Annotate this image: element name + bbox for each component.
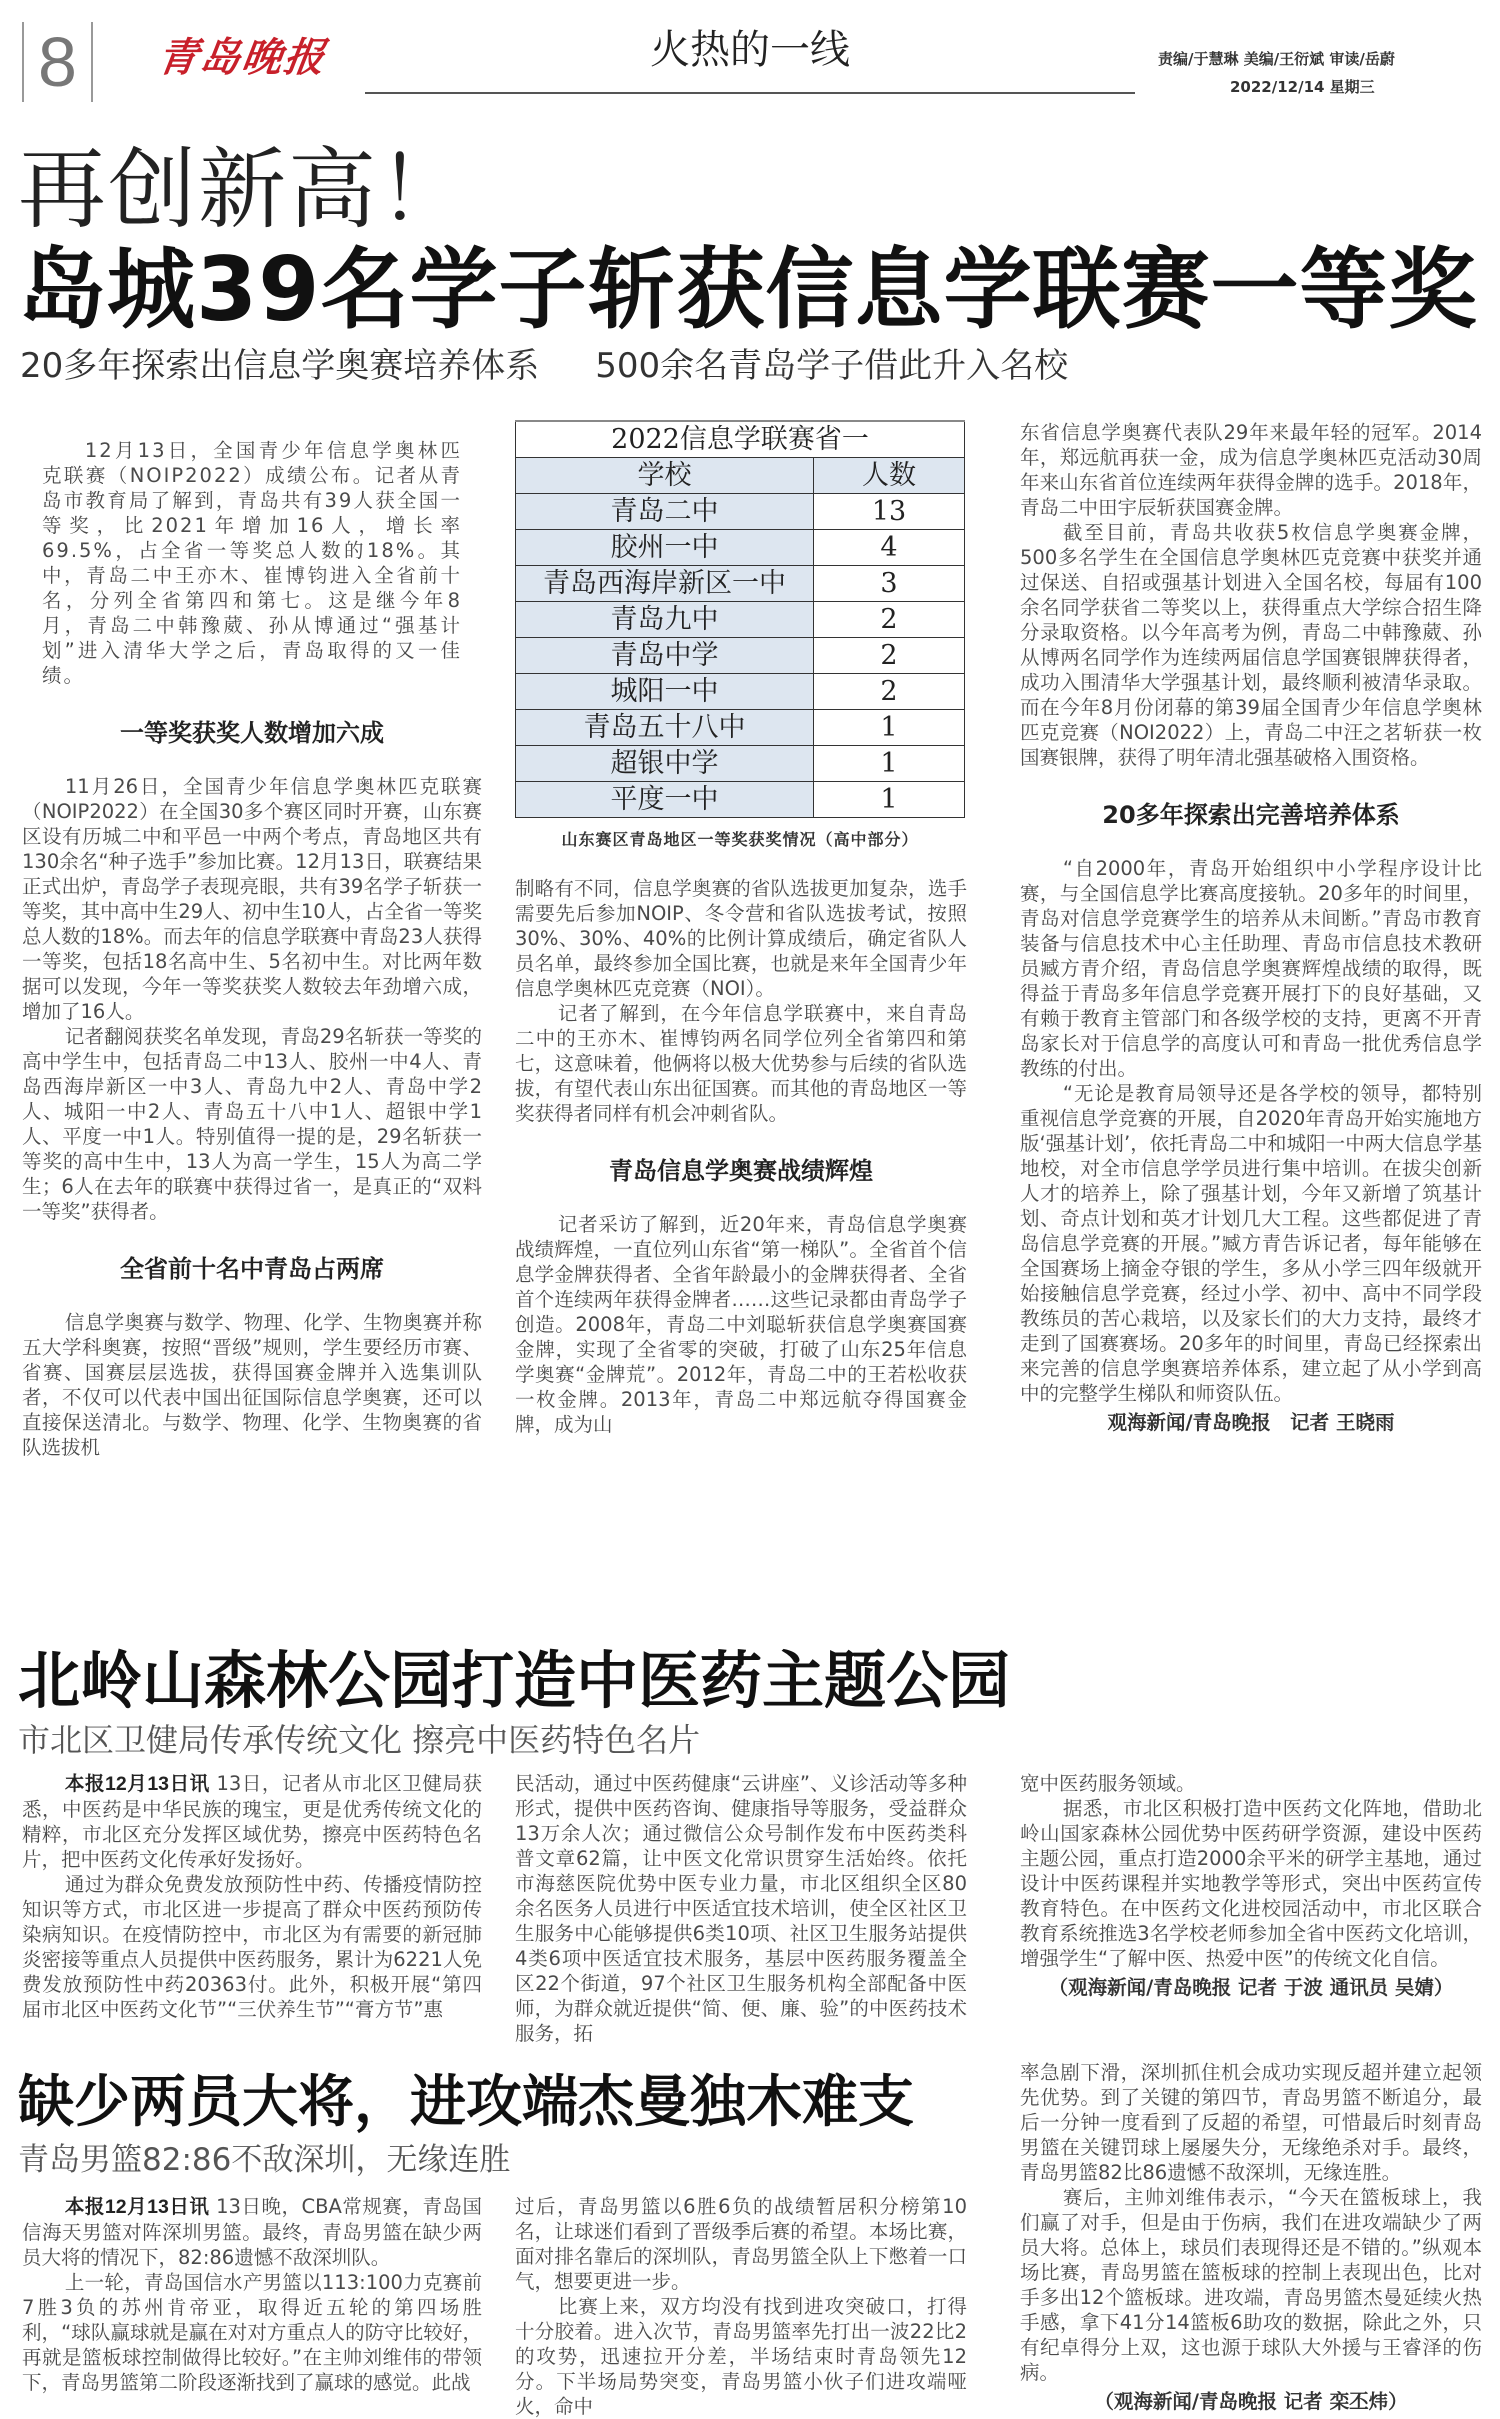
paragraph: 制略有不同，信息学奥赛的省队选拔更加复杂，选手需要先后参加NOIP、冬令营和省队选拔考试，按照30%、30%、40%的比例计算成绩后，确定省队人员名单，最终参加全国比赛，也就是来年全国青少年信息学奥林匹克竞赛（NOI）。 (515, 877, 967, 1000)
table-row (516, 710, 965, 746)
table-row (516, 566, 965, 602)
school-name: 城阳一中 (516, 674, 814, 710)
article2-subheadline: 市北区卫健局传承传统文化 擦亮中医药特色名片 (18, 1721, 701, 1759)
table-row (516, 530, 965, 566)
article2-body (0, 1771, 1500, 2046)
article1-column-3 (1020, 420, 1482, 1435)
article1-column-1 (22, 438, 482, 1460)
article1-column-2-wrapper (515, 420, 967, 1437)
winner-count: 2 (814, 674, 965, 710)
article2-column-2 (515, 1771, 967, 2046)
paragraph: 记者翻阅获奖名单发现，青岛29名斩获一等奖的高中学生中，包括青岛二中13人、胶州一中4人、青岛西海岸新区一中3人、青岛九中2人、青岛中学2人、城阳一中2人、青岛五十八中1人、超银中学1人、平度一中1人。特别值得一提的是，29名斩获一等奖的高中生中，13人为高一学生，15人为高二学生；6人在去年的联赛中获得过省一，是真正的“双料一等奖”获得者。 (22, 1025, 482, 1223)
article2-headline: 北岭山森林公园打造中医药主题公园 (18, 1644, 1011, 1717)
paragraph: 赛后，主帅刘维伟表示，“今天在篮板球上，我们赢了对手，但是由于伤病，我们在进攻端缺少了两员大将。总体上，球员们表现得还是不错的。”纵观本场比赛，青岛男篮在篮板球的控制上表现出色，比对手多出12个篮板球。进攻端，青岛男篮杰曼延续火热手感，拿下41分14篮板6助攻的数据，除此之外，只有纪卓得分上双，这也源于球队大外援与王睿泽的伤病。 (1020, 2186, 1482, 2384)
article3-main (0, 2070, 967, 2419)
table-caption: 山东赛区青岛地区一等奖获奖情况（高中部分） (561, 830, 919, 849)
page-number: 8 (22, 22, 93, 102)
lead-paragraph: 12月13日，全国青少年信息学奥林匹克联赛（NOIP2022）成绩公布。记者从青岛市教育局了解到，青岛共有39人获全国一等奖，比2021年增加16人，增长率69.5%，占全省一等奖总人数的18%。其中，青岛二中王亦木、崔博钧进入全省前十名，分列全省第四和第七。这是继今年8月，青岛二中韩豫葳、孙从博通过“强基计划”进入清华大学之后，青岛取得的又一佳绩。 (42, 439, 462, 687)
table-row (516, 638, 965, 674)
paragraph: 过后，青岛男篮以6胜6负的战绩暂居积分榜第10名，让球迷们看到了晋级季后赛的希望。本场比赛，面对排名靠后的深圳队，青岛男篮全队上下憋着一口气，想要更进一步。 (515, 2195, 967, 2293)
winner-count: 2 (814, 638, 965, 674)
article3-headline: 缺少两员大将，进攻端杰曼独木难支 (18, 2070, 914, 2135)
school-name: 青岛五十八中 (516, 710, 814, 746)
winner-count: 2 (814, 602, 965, 638)
article2-header (0, 1645, 1500, 1759)
winner-count: 4 (814, 530, 965, 566)
issue-date: 2022/12/14 星期三 (1230, 78, 1375, 96)
table-title: 2022信息学联赛省一 (516, 421, 965, 458)
paragraph: 民活动，通过中医药健康“云讲座”、义诊活动等多种形式，提供中医药咨询、健康指导等服务，受益群众13万余人次；通过微信公众号制作发布中医药类科普文章62篇，让中医文化常识贯穿生活始终。依托市海慈医院优势中医专业力量，市北区组织全区80余名医务人员进行中医适宜技术培训，使全区社区卫生服务中心能够提供6类10项、社区卫生服务站提供4类6项中医适宜技术服务，基层中医药服务覆盖全区22个街道，97个社区卫生服务机构全部配备中医师，为群众就近提供“简、便、廉、验”的中医药技术服务，拓 (515, 1772, 967, 2045)
table-header-school: 学校 (516, 458, 814, 494)
school-name: 青岛九中 (516, 602, 814, 638)
article1-headline: 岛城39名学子斩获信息学联赛一等奖 (18, 238, 1478, 341)
article1-header (0, 130, 1500, 420)
byline: 观海新闻/青岛晚报 记者 王晓雨 (1107, 1411, 1395, 1434)
section-heading: 全省前十名中青岛占两席 (120, 1255, 384, 1283)
school-name: 平度一中 (516, 782, 814, 818)
paragraph (22, 1771, 482, 1872)
winner-count: 1 (814, 782, 965, 818)
table-row (516, 782, 965, 818)
paragraph: 比赛上来，双方均没有找到进攻突破口，打得十分胶着。进入次节，青岛男篮率先打出一波22比2的攻势，迅速拉开分差，半场结束时青岛领先12分。下半场局势突变，青岛男篮小伙子们进攻端哑火，命中 (515, 2295, 967, 2418)
winner-count: 1 (814, 710, 965, 746)
article3-body (0, 2194, 967, 2419)
school-name: 胶州一中 (516, 530, 814, 566)
dateline: 本报12月13日讯 (64, 1773, 210, 1795)
paragraph: 截至目前，青岛共收获5枚信息学奥赛金牌，500多名学生在全国信息学奥林匹克竞赛中获奖并通过保送、自招或强基计划进入全国名校，每届有100余名同学获省二等奖以上，获得重点大学综合招生降分录取资格。以今年高考为例，青岛二中韩豫葳、孙从博两名同学作为连续两届信息学国赛银牌获得者，成功入围清华大学强基计划，最终顺利被清华录取。而在今年8月份闭幕的第39届全国青少年信息学奥林匹克竞赛（NOI2022）上，青岛二中汪之茗斩获一枚国赛银牌，获得了明年清北强基破格入围资格。 (1020, 521, 1482, 769)
article1-subhead-2: 500余名青岛学子借此升入名校 (595, 346, 1069, 386)
paragraph: “自2000年，青岛开始组织中小学程序设计比赛，与全国信息学比赛高度接轨。20多年的时间里，青岛对信息学竞赛学生的培养从未间断。”青岛市教育装备与信息技术中心主任助理、青岛市信息技术教研员臧方青介绍，青岛信息学奥赛辉煌战绩的取得，既得益于青岛多年信息学竞赛开展打下的良好基础，又有赖于教育主管部门和各级学校的支持，更离不开青岛家长对于信息学的高度认可和青岛一批优秀信息学教练的付出。 (1020, 857, 1482, 1080)
winner-count: 3 (814, 566, 965, 602)
article1-body (0, 420, 1500, 1460)
article3-column-3 (1020, 2060, 1482, 2414)
school-name: 青岛西海岸新区一中 (516, 566, 814, 602)
article3-subheadline: 青岛男篮82:86不敌深圳，无缘连胜 (18, 2142, 511, 2178)
winner-count: 13 (814, 494, 965, 530)
table-row (516, 494, 965, 530)
section-heading: 青岛信息学奥赛战绩辉煌 (609, 1157, 873, 1185)
article1 (0, 130, 1500, 1625)
paragraph-text: 13日晚，CBA常规赛，青岛国信海天男篮对阵深圳男篮。最终，青岛男篮在缺少两员大将的情况下，82:86遗憾不敌深圳队。 (22, 2195, 482, 2269)
paragraph: 11月26日，全国青少年信息学奥林匹克联赛（NOIP2022）在全国30多个赛区同时开赛，山东赛区设有历城二中和平邑一中两个考点，青岛地区共有130余名“种子选手”参加比赛。12月13日，联赛结果正式出炉，青岛学子表现亮眼，共有39名学子斩获一等奖，其中高中生29人、初中生10人，占全省一等奖总人数的18%。而去年的信息学联赛中青岛23人获得一等奖，包括18名高中生、5名初中生。对比两年数据可以发现，今年一等奖获奖人数较去年劲增六成，增加了16人。 (22, 775, 482, 1023)
article1-kicker: 再创新高！ (18, 138, 469, 241)
table-header-count: 人数 (814, 458, 965, 494)
article3 (0, 2061, 1500, 2419)
school-name: 超银中学 (516, 746, 814, 782)
article2-column-1 (22, 1771, 482, 2022)
paragraph: 东省信息学奥赛代表队29年来最年轻的冠军。2014年，郑远航再获一金，成为信息学奥林匹克活动30周年来山东省首位连续两年获得金牌的选手。2018年，青岛二中田宇辰斩获国赛金牌。 (1020, 421, 1482, 519)
paragraph: “无论是教育局领导还是各学校的领导，都特别重视信息学竞赛的开展，自2020年青岛开始实施地方版‘强基计划’，依托青岛二中和城阳一中两大信息学基地校，对全市信息学学员进行集中培训。在拔尖创新人才的培养上，除了强基计划，今年又新增了筑基计划、奇点计划和英才计划几大工程。这些都促进了青岛信息学竞赛的开展。”臧方青告诉记者，每年能够在全国赛场上摘金夺银的学生，多从小学三四年级就开始接触信息学竞赛，经过小学、初中、高中不同学段教练员的苦心栽培，以及家长们的大力支持，最终才走到了国赛赛场。20多年的时间里，青岛已经探索出来完善的信息学奥赛培养体系，建立起了从小学到高中的完整学生梯队和师资队伍。 (1020, 1082, 1482, 1405)
byline: （观海新闻/青岛晚报 记者 于波 通讯员 吴婧） (1048, 1976, 1454, 1999)
paragraph: 上一轮，青岛国信水产男篮以113:100力克赛前7胜3负的苏州肯帝亚，取得近五轮的第四场胜利，“球队赢球就是赢在对对方重点人的防守比较好，再就是篮板球控制做得比较好。”在主帅刘维伟的带领下，青岛男篮第二阶段逐渐找到了赢球的感觉。此战 (22, 2271, 482, 2394)
newspaper-logo: 青岛晚报 (154, 34, 330, 81)
article3-column-2 (515, 2194, 967, 2419)
section-heading: 20多年探索出完善培养体系 (1102, 801, 1400, 829)
paragraph: 通过为群众免费发放预防性中药、传播疫情防控知识等方式，市北区进一步提高了群众中医药预防传染病知识。在疫情防控中，市北区为有需要的新冠肺炎密接等重点人员提供中医药服务，累计为6221人免费发放预防性中药20363付。此外，积极开展“第四届市北区中医药文化节”“三伏养生节”“膏方节”惠 (22, 1873, 482, 2021)
table-row (516, 746, 965, 782)
article2-column-3 (1020, 1771, 1482, 2000)
school-name: 青岛二中 (516, 494, 814, 530)
article1-subheadline (20, 346, 1500, 386)
winner-count: 1 (814, 746, 965, 782)
masthead (0, 0, 1500, 130)
table-row (516, 602, 965, 638)
section-title: 火热的一线 (650, 27, 850, 73)
section-heading: 一等奖获奖人数增加六成 (120, 719, 384, 747)
paragraph: 率急剧下滑，深圳抓住机会成功实现反超并建立起领先优势。到了关键的第四节，青岛男篮不断追分，最后一分钟一度看到了反超的希望，可惜最后时刻青岛男篮在关键罚球上屡屡失分，无缘绝杀对手。最终，青岛男篮82比86遗憾不敌深圳，无缘连胜。 (1020, 2061, 1482, 2184)
editor-credits: 责编/于慧琳 美编/王衍斌 审读/岳蔚 (1158, 50, 1395, 68)
article1-column-2 (515, 876, 967, 1437)
paragraph-text: 13日，记者从市北区卫健局获悉，中医药是中华民族的瑰宝，更是优秀传统文化的精粹，市北区充分发挥区域优势，擦亮中医药特色名片，把中医药文化传承好发扬好。 (22, 1772, 482, 1871)
article3-column-1 (22, 2194, 482, 2395)
paragraph: 记者采访了解到，近20年来，青岛信息学奥赛战绩辉煌，一直位列山东省“第一梯队”。全省首个信息学金牌获得者、全省年龄最小的金牌获得者、全省首个连续两年获得金牌者……这些记录都由青岛学子创造。2008年，青岛二中刘聪斩获信息学奥赛国赛金牌，实现了全省零的突破，打破了山东25年信息学奥赛“金牌荒”。2012年，青岛二中的王若松收获一枚金牌。2013年，青岛二中郑远航夺得国赛金牌，成为山 (515, 1213, 967, 1436)
article3-side (1020, 2060, 1482, 2419)
article1-subhead-1: 20多年探索出信息学奥赛培养体系 (20, 346, 540, 386)
article3-header (0, 2070, 967, 2178)
table-row (516, 674, 965, 710)
paragraph (22, 2194, 482, 2270)
paragraph: 记者了解到，在今年信息学联赛中，来自青岛二中的王亦木、崔博钧两名同学位列全省第四和第七，这意味着，他俩将以极大优势参与后续的省队选拔，有望代表山东出征国赛。而其他的青岛地区一等奖获得者同样有机会冲刺省队。 (515, 1002, 967, 1125)
article2 (0, 1645, 1500, 2070)
paragraph: 信息学奥赛与数学、物理、化学、生物奥赛并称五大学科奥赛，按照“晋级”规则，学生要经历市赛、省赛、国赛层层选拔，获得国赛金牌并入选集训队者，不仅可以代表中国出征国际信息学奥赛，还可以直接保送清北。与数学、物理、化学、生物奥赛的省队选拔机 (22, 1311, 482, 1459)
awards-table (515, 420, 965, 818)
dateline: 本报12月13日讯 (64, 2196, 210, 2218)
paragraph: 宽中医药服务领域。 (1020, 1772, 1196, 1795)
paragraph: 据悉，市北区积极打造中医药文化阵地，借助北岭山国家森林公园优势中医药研学资源，建设中医药主题公园，重点打造2000余平米的研学主基地，通过设计中医药课程并实地教学等形式，突出中医药宣传教育特色。在中医药文化进校园活动中，市北区联合教育系统推选3名学校老师参加全省中医药文化培训，增强学生“了解中医、热爱中医”的传统文化自信。 (1020, 1797, 1482, 1970)
byline: （观海新闻/青岛晚报 记者 栾丕炜） (1094, 2390, 1408, 2413)
section-rule (365, 92, 1135, 94)
school-name: 青岛中学 (516, 638, 814, 674)
